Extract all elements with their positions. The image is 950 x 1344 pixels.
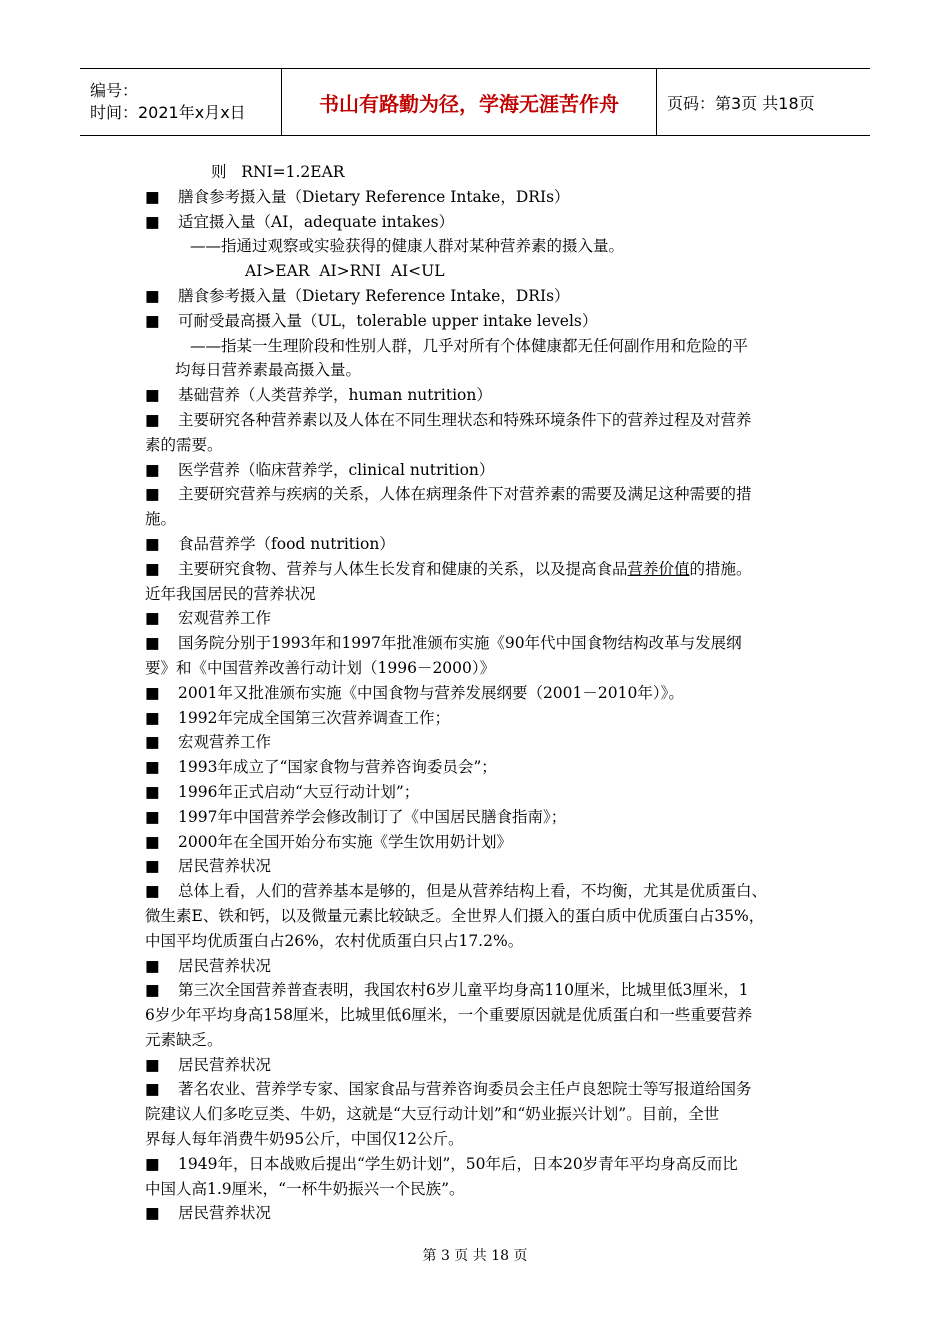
text-line: AI>EAR AI>RNI AI<UL [245, 262, 445, 281]
text-line: 中国人高1.9厘米，“一杯牛奶振兴一个民族”。 [145, 1179, 465, 1198]
bullet-icon: ■ [145, 758, 160, 777]
text-line: ——指通过观察或实验获得的健康人群对某种营养素的摄入量。 [190, 237, 625, 256]
bullet-item: ■ 1992年完成全国第三次营养调查工作； [145, 706, 810, 731]
bullet-icon: ■ [145, 832, 160, 851]
text-line: 中国平均优质蛋白占26%，农村优质蛋白只占17.2%。 [145, 931, 524, 950]
bullet-icon: ■ [145, 386, 160, 405]
text-line: 微生素E、铁和钙，以及微量元素比较缺乏。全世界人们摄入的蛋白质中优质蛋白占35%， [145, 906, 765, 925]
bullet-icon: ■ [145, 1154, 160, 1173]
bullet-icon: ■ [145, 1204, 160, 1223]
bullet-item: ■ 2001年又批准颁布实施《中国食物与营养发展纲要（2001－2010年）》。 [145, 681, 810, 706]
text-line: 界每人每年消费牛奶95公斤，中国仅12公斤。 [145, 1130, 464, 1149]
bullet-icon: ■ [145, 1055, 160, 1074]
bullet-item: ■ 居民营养状况 [145, 854, 810, 879]
bullet-icon: ■ [145, 534, 160, 553]
time-label: 时间：2021年x月x日 [90, 103, 246, 122]
document-body [145, 160, 810, 1226]
bullet-icon: ■ [145, 187, 160, 206]
bullet-icon: ■ [145, 683, 160, 702]
bullet-icon: ■ [145, 609, 160, 628]
page-footer: 第 3 页 共 18 页 [422, 1248, 528, 1264]
bullet-icon: ■ [145, 807, 160, 826]
bullet-item: ■ 居民营养状况 [145, 1201, 810, 1226]
bullet-icon: ■ [145, 1080, 160, 1099]
bullet-icon: ■ [145, 485, 160, 504]
bullet-item: ■ 医学营养（临床营养学，clinical nutrition） [145, 458, 810, 483]
bullet-icon: ■ [145, 286, 160, 305]
bullet-icon: ■ [145, 212, 160, 231]
bullet-item: ■ 2000年在全国开始分布实施《学生饮用奶计划》 [145, 830, 810, 855]
bullet-icon: ■ [145, 733, 160, 752]
text-line: 要》和《中国营养改善行动计划（1996－2000）》 [145, 658, 496, 677]
bullet-item: ■ 基础营养（人类营养学，human nutrition） [145, 383, 810, 408]
section-heading: 近年我国居民的营养状况 [145, 584, 316, 603]
bullet-item: ■ 主要研究营养与疾病的关系，人体在病理条件下对营养素的需要及满足这种需要的措 [145, 482, 810, 507]
bullet-item: ■ 1993年成立了“国家食物与营养咨询委员会”； [145, 755, 810, 780]
bullet-item: ■ 主要研究食物、营养与人体生长发育和健康的关系，以及提高食品营养价值的措施。 [145, 557, 810, 582]
bullet-icon: ■ [145, 857, 160, 876]
header-meta [80, 69, 282, 135]
text-line: 则 RNI=1.2EAR [211, 163, 345, 181]
bullet-item: ■ 食品营养学（food nutrition） [145, 532, 810, 557]
bullet-icon: ■ [145, 882, 160, 901]
bullet-item: ■ 1949年，日本战败后提出“学生奶计划”，50年后，日本20岁青年平均身高反而比 [145, 1152, 810, 1177]
bullet-item: ■ 膳食参考摄入量（Dietary Reference Intake，DRIs） [145, 185, 810, 210]
text-line: 院建议人们多吃豆类、牛奶，这就是“大豆行动计划”和“奶业振兴计划”。目前，全世 [145, 1105, 720, 1124]
bullet-icon: ■ [145, 634, 160, 653]
bullet-item: ■ 宏观营养工作 [145, 606, 810, 631]
bullet-item: ■ 国务院分别于1993年和1997年批准颁布实施《90年代中国食物结构改革与发展纲 [145, 631, 810, 656]
bullet-icon: ■ [145, 782, 160, 801]
bullet-item: ■ 第三次全国营养普查表明，我国农村6岁儿童平均身高110厘米，比城里低3厘米，1 [145, 978, 810, 1003]
text-line: 施。 [145, 510, 177, 529]
bullet-icon: ■ [145, 410, 160, 429]
bullet-item: ■ 总体上看，人们的营养基本是够的，但是从营养结构上看，不均衡，尤其是优质蛋白、 [145, 879, 810, 904]
page-header [80, 68, 870, 136]
text-line: 6岁少年平均身高158厘米，比城里低6厘米，一个重要原因就是优质蛋白和一些重要营养 [145, 1006, 753, 1025]
bullet-item: ■ 膳食参考摄入量（Dietary Reference Intake，DRIs） [145, 284, 810, 309]
text-line: 元素缺乏。 [145, 1030, 223, 1049]
header-page-info: 页码：第3页 共18页 [667, 93, 815, 113]
bullet-icon: ■ [145, 559, 160, 578]
bullet-item: ■ 宏观营养工作 [145, 730, 810, 755]
bullet-item: ■ 适宜摄入量（AI，adequate intakes） [145, 210, 810, 235]
bullet-item: ■ 居民营养状况 [145, 1053, 810, 1078]
bullet-item: ■ 可耐受最高摄入量（UL，tolerable upper intake levels） [145, 309, 810, 334]
bullet-item: ■ 主要研究各种营养素以及人体在不同生理状态和特殊环境条件下的营养过程及对营养 [145, 408, 810, 433]
text-line: 均每日营养素最高摄入量。 [175, 361, 362, 380]
bullet-icon: ■ [145, 981, 160, 1000]
bullet-icon: ■ [145, 460, 160, 479]
nutrition-value-link[interactable]: 营养价值 [627, 559, 690, 578]
text-line: 素的需要。 [145, 435, 223, 454]
bullet-item: ■ 1997年中国营养学会修改制订了《中国居民膳食指南》； [145, 805, 810, 830]
number-label: 编号： [90, 81, 139, 100]
bullet-item: ■ 著名农业、营养学专家、国家食品与营养咨询委员会主任卢良恕院士等写报道给国务 [145, 1077, 810, 1102]
bullet-item: ■ 居民营养状况 [145, 954, 810, 979]
header-motto: 书山有路勤为径，学海无涯苦作舟 [282, 69, 657, 135]
bullet-item: ■ 1996年正式启动“大豆行动计划”； [145, 780, 810, 805]
bullet-icon: ■ [145, 956, 160, 975]
text-line: ——指某一生理阶段和性别人群，几乎对所有个体健康都无任何副作用和危险的平 [190, 336, 749, 355]
bullet-icon: ■ [145, 311, 160, 330]
bullet-icon: ■ [145, 708, 160, 727]
